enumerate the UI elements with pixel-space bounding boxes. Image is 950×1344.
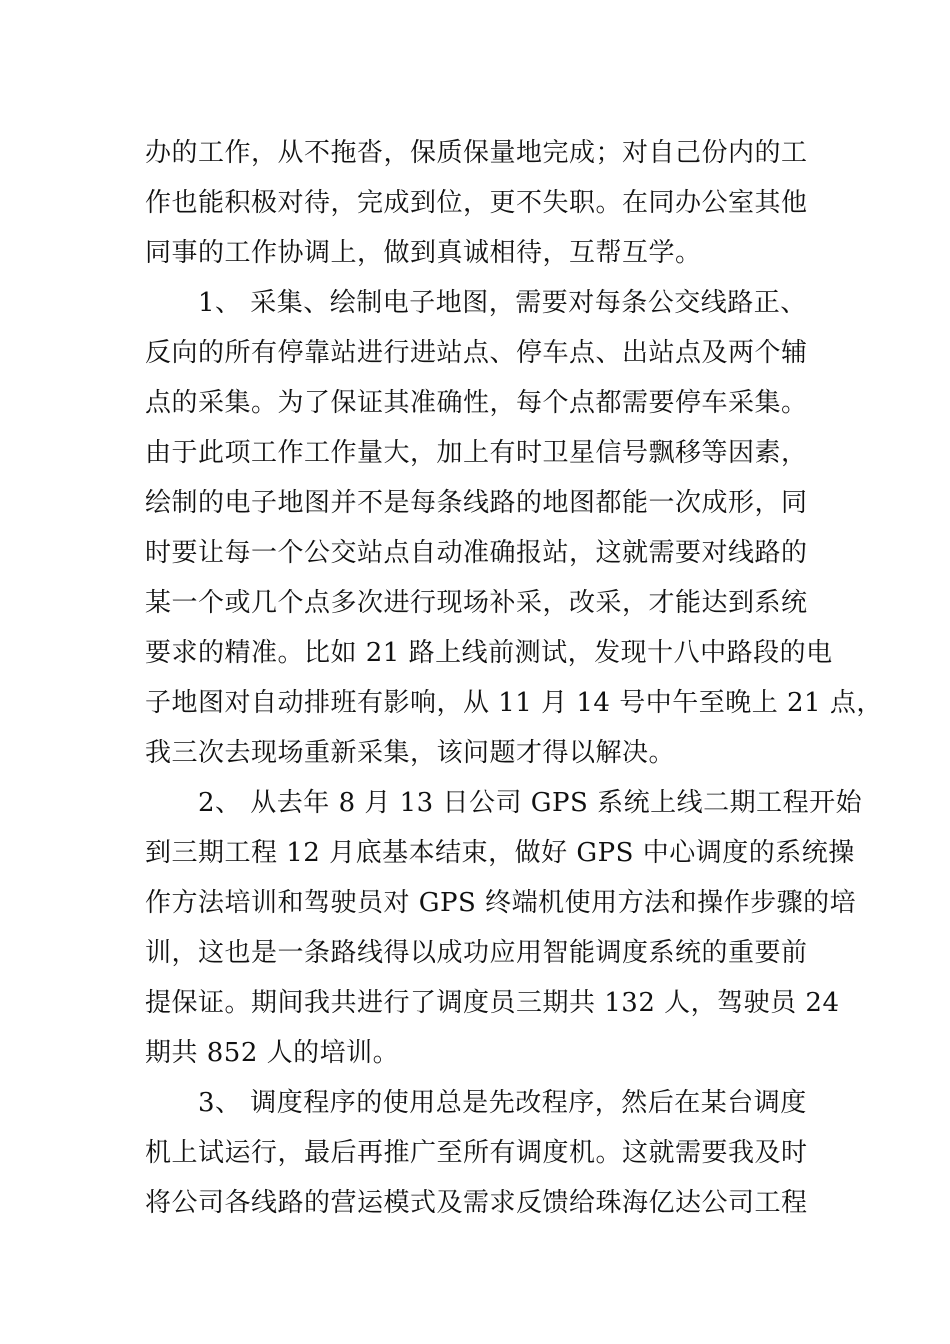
paragraph-1-start: 1、 采集、绘制电子地图，需要对每条公交线路正、 [145,288,807,318]
text-line: 要求的精准。比如 21 路上线前测试，发现十八中路段的电 [145,638,833,668]
text-line: 我三次去现场重新采集，该问题才得以解决。 [145,738,676,768]
text-line: 提保证。期间我共进行了调度员三期共 132 人，驾驶员 24 [145,988,840,1018]
text-line: 子地图对自动排班有影响，从 11 月 14 号中午至晚上 21 点， [145,688,883,718]
text-line: 将公司各线路的营运模式及需求反馈给珠海亿达公司工程 [145,1188,808,1218]
text-line: 到三期工程 12 月底基本结束，做好 GPS 中心调度的系统操 [145,838,855,868]
text-line: 同事的工作协调上，做到真诚相待，互帮互学。 [145,238,702,268]
text-line: 期共 852 人的培训。 [145,1038,400,1068]
paragraph-3-start: 3、 调度程序的使用总是先改程序，然后在某台调度 [145,1088,807,1118]
text-line: 某一个或几个点多次进行现场补采，改采，才能达到系统 [145,588,808,618]
text-line: 作方法培训和驾驶员对 GPS 终端机使用方法和操作步骤的培 [145,888,857,918]
text-line: 训，这也是一条路线得以成功应用智能调度系统的重要前 [145,938,808,968]
text-line: 作也能积极对待，完成到位，更不失职。在同办公室其他 [145,188,808,218]
text-line: 绘制的电子地图并不是每条线路的地图都能一次成形，同 [145,488,808,518]
text-line: 办的工作，从不拖沓，保质保量地完成；对自己份内的工 [145,138,808,168]
text-line: 机上试运行，最后再推广至所有调度机。这就需要我及时 [145,1138,808,1168]
text-line: 反向的所有停靠站进行进站点、停车点、出站点及两个辅 [145,338,808,368]
text-line: 由于此项工作工作量大，加上有时卫星信号飘移等因素， [145,438,808,468]
paragraph-2-start: 2、 从去年 8 月 13 日公司 GPS 系统上线二期工程开始 [145,788,863,818]
document-body [145,128,883,1228]
text-line: 时要让每一个公交站点自动准确报站，这就需要对线路的 [145,538,808,568]
text-line: 点的采集。为了保证其准确性，每个点都需要停车采集。 [145,388,808,418]
